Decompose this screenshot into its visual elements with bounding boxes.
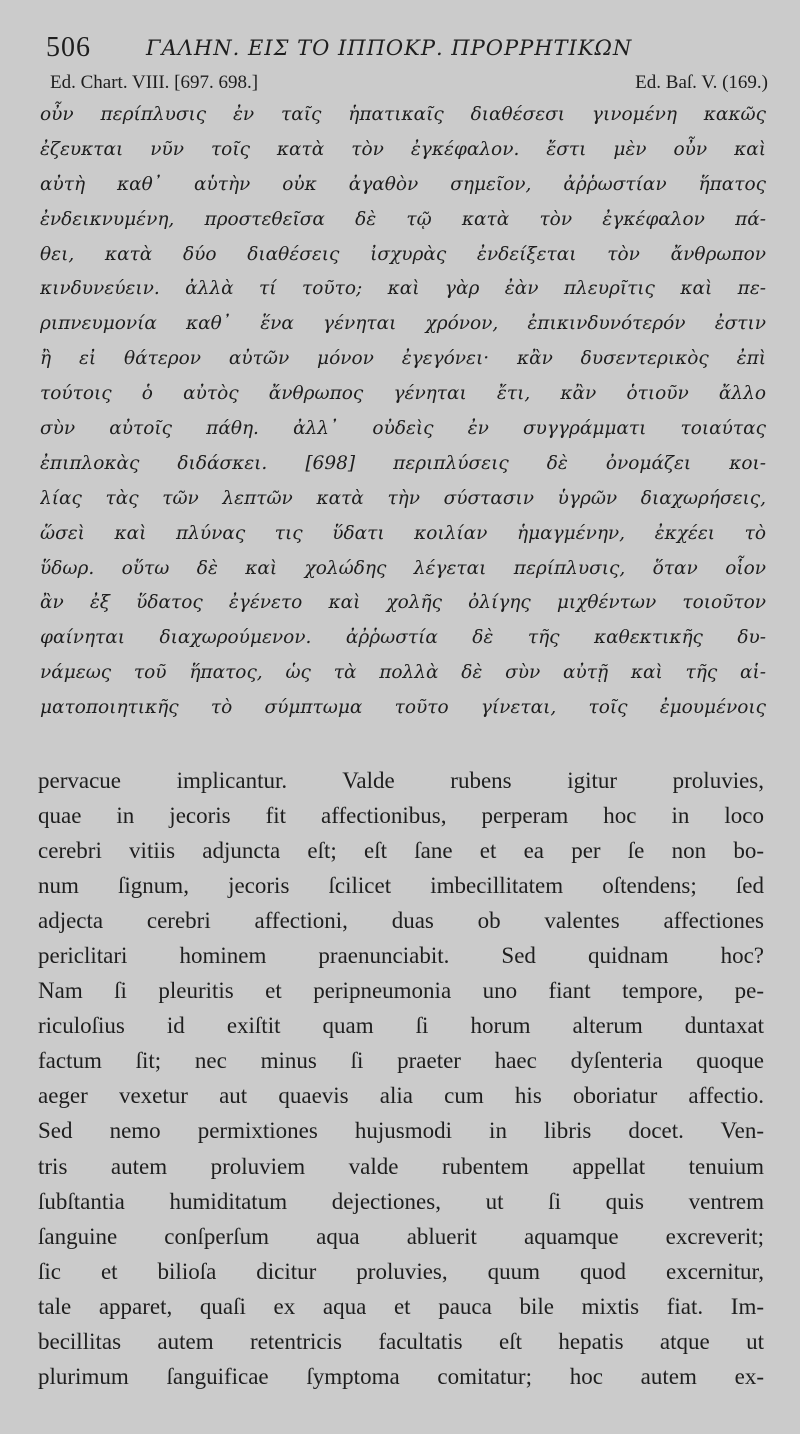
- greek-line: λίας τὰς τῶν λεπτῶν κατὰ τὴν σύστασιν ὑγρῶν διαχωρήσεις,: [40, 487, 766, 509]
- latin-line: cerebri vitiis adjuncta eſt; eſt ſane et ea per ſe non bo-: [38, 838, 764, 864]
- greek-line: ἐζευκται νῦν τοῖς κατὰ τὸν ἐγκέφαλον. ἔστι μὲν οὖν καὶ: [40, 138, 766, 160]
- greek-line: ὕδωρ. οὕτω δὲ καὶ χολώδης λέγεται περίπλυσις, ὅταν οἷον: [40, 557, 766, 579]
- latin-line: Nam ſi pleuritis et peripneumonia uno fiant tempore, pe-: [38, 978, 764, 1004]
- greek-line: ριπνευμονία καθ᾽ ἕνα γένηται χρόνον, ἐπικινδυνότερόν ἐστιν: [40, 313, 766, 335]
- greek-line: κινδυνεύειν. ἀλλὰ τί τοῦτο; καὶ γὰρ ἐὰν πλευρῖτις καὶ πε-: [40, 278, 766, 300]
- edition-reference: [50, 72, 768, 100]
- greek-line: φαίνηται διαχωρούμενον. ἀῤῥωστία δὲ τῆς καθεκτικῆς δυ-: [40, 627, 766, 649]
- latin-text-block: [38, 763, 764, 1394]
- latin-line: aeger vexetur aut quaevis alia cum his oboriatur affectio.: [38, 1083, 764, 1109]
- greek-line: τούτοις ὁ αὐτὸς ἄνθρωπος γένηται ἔτι, κἂν ὁτιοῦν ἄλλο: [40, 383, 766, 405]
- page-number: 506: [46, 32, 91, 63]
- edition-chart-ref: Ed. Chart. VIII. [697. 698.]: [50, 72, 259, 93]
- latin-line: ſanguine conſperſum aqua abluerit aquamque excreverit;: [38, 1223, 764, 1249]
- latin-line: Sed nemo permixtiones hujusmodi in libris docet. Ven-: [38, 1118, 764, 1144]
- page-header: [46, 28, 760, 62]
- running-title: ΓΑΛΗΝ. ΕΙΣ ΤΟ ΙΠΠΟΚΡ. ΠΡΟΡΡΗΤΙΚΩΝ: [146, 36, 633, 60]
- greek-line: ἐνδεικνυμένη, προστεθεῖσα δὲ τῷ κατὰ τὸν ἐγκέφαλον πά-: [40, 208, 766, 230]
- latin-line: tale apparet, quaſi ex aqua et pauca bile mixtis fiat. Im-: [38, 1293, 764, 1319]
- latin-line: quae in jecoris fit affectionibus, perperam hoc in loco: [38, 803, 764, 829]
- edition-bas-ref: Ed. Baſ. V. (169.): [635, 72, 768, 93]
- latin-line: adjecta cerebri affectioni, duas ob valentes affectiones: [38, 908, 764, 934]
- greek-line: ὥσεὶ καὶ πλύνας τις ὕδατι κοιλίαν ἡμαγμένην, ἐκχέει τὸ: [40, 522, 766, 544]
- greek-line: νάμεως τοῦ ἥπατος, ὡς τὰ πολλὰ δὲ σὺν αὐτῇ καὶ τῆς αἱ-: [40, 662, 766, 684]
- greek-line: οὖν περίπλυσις ἐν ταῖς ἡπατικαῖς διαθέσεσι γινομένη κακῶς: [40, 104, 766, 125]
- latin-line: riculoſius id exiſtit quam ſi horum alterum duntaxat: [38, 1013, 764, 1039]
- latin-line: tris autem proluviem valde rubentem appellat tenuium: [38, 1153, 764, 1179]
- latin-line: plurimum ſanguificae ſymptoma comitatur; hoc autem ex-: [38, 1363, 764, 1389]
- greek-line: αὐτὴ καθ᾽ αὑτὴν οὐκ ἀγαθὸν σημεῖον, ἀῤῥωστίαν ἥπατος: [40, 173, 766, 195]
- greek-line: ἐπιπλοκὰς διδάσκει. [698] περιπλύσεις δὲ ὀνομάζει κοι-: [40, 452, 766, 474]
- latin-line: pervacue implicantur. Valde rubens igitur proluvies,: [38, 768, 764, 793]
- greek-line: ἢ εἰ θάτερον αὐτῶν μόνον ἐγεγόνει· κἂν δυσεντερικὸς ἐπὶ: [40, 348, 766, 370]
- greek-text-block: [40, 98, 766, 726]
- latin-line: ſic et bilioſa dicitur proluvies, quum quod excernitur,: [38, 1258, 764, 1284]
- greek-line: ἂν ἐξ ὕδατος ἐγένετο καὶ χολῆς ὀλίγης μιχθέντων τοιοῦτον: [40, 592, 766, 614]
- latin-line: becillitas autem retentricis facultatis eſt hepatis atque ut: [38, 1328, 764, 1354]
- latin-line: num ſignum, jecoris ſcilicet imbecillitatem oſtendens; ſed: [38, 873, 764, 899]
- greek-line: σὺν αὐτοῖς πάθη. ἀλλ᾽ οὐδεὶς ἐν συγγράμματι τοιαύτας: [40, 418, 766, 440]
- greek-line: θει, κατὰ δύο διαθέσεις ἰσχυρὰς ἐνδείξεται τὸν ἄνθρωπον: [40, 243, 766, 265]
- latin-line: periclitari hominem praenunciabit. Sed quidnam hoc?: [38, 943, 764, 969]
- latin-line: factum ſit; nec minus ſi praeter haec dyſenteria quoque: [38, 1048, 764, 1074]
- latin-line: ſubſtantia humiditatum dejectiones, ut ſi quis ventrem: [38, 1188, 764, 1214]
- greek-line: ματοποιητικῆς τὸ σύμπτωμα τοῦτο γίνεται, τοῖς ἐμουμένοις: [40, 697, 766, 719]
